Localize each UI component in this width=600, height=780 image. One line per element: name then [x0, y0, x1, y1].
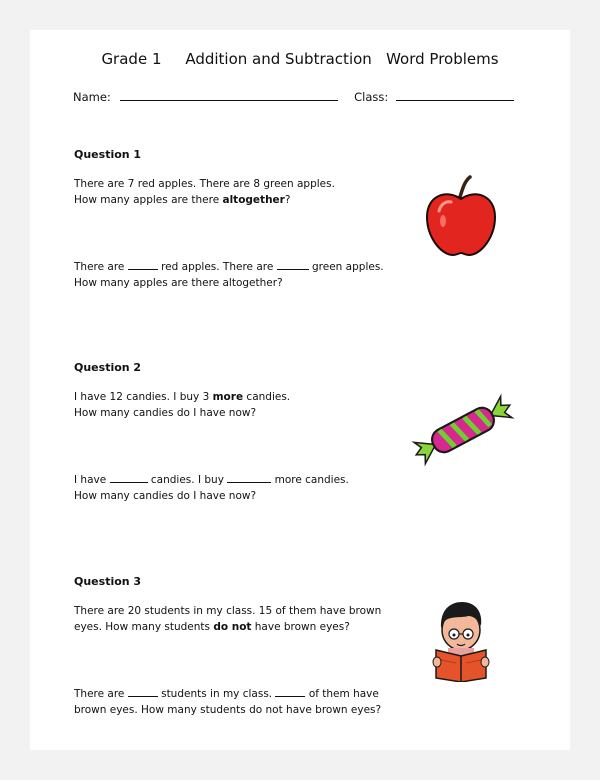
question-1-line-2: How many apples are there altogether?	[74, 194, 291, 206]
question-2-fill-line-1: I have candies. I buy more candies.	[74, 474, 349, 486]
question-3-line-1: There are 20 students in my class. 15 of them have brown	[74, 605, 382, 617]
name-class-row	[73, 88, 514, 104]
question-3-fill-line-2: brown eyes. How many students do not have brown eyes?	[74, 704, 382, 716]
question-1-text	[74, 176, 335, 208]
blank-students[interactable]	[128, 686, 158, 697]
blank-candies-buy[interactable]	[227, 472, 271, 483]
question-3-heading: Question 3	[74, 575, 142, 588]
emphasis-more: more	[212, 391, 244, 403]
question-1-fill-line-2: How many apples are there altogether?	[74, 277, 283, 289]
question-1-fill-line-1: There are red apples. There are green apples.	[74, 261, 384, 273]
question-2-line-1: I have 12 candies. I buy 3 more candies.	[74, 391, 291, 403]
worksheet-page	[30, 30, 570, 750]
question-2-fill-in	[74, 472, 349, 504]
question-3-line-2: eyes. How many students do not have brown eyes?	[74, 621, 350, 633]
name-field-line[interactable]	[120, 88, 338, 101]
blank-green-apples[interactable]	[277, 259, 309, 270]
question-1-heading: Question 1	[74, 148, 142, 161]
class-label: Class:	[354, 90, 389, 104]
question-3-text	[74, 603, 381, 635]
class-field-line[interactable]	[396, 88, 514, 101]
question-2-text	[74, 389, 290, 421]
question-2-line-2: How many candies do I have now?	[74, 407, 257, 419]
question-1-fill-in	[74, 259, 384, 291]
candy-icon	[408, 390, 518, 470]
question-2-heading: Question 2	[74, 361, 142, 374]
question-3-fill-line-1: There are students in my class. of them have	[74, 688, 379, 700]
blank-candies-have[interactable]	[110, 472, 148, 483]
emphasis-altogether: altogether	[222, 194, 285, 206]
name-label: Name:	[73, 90, 111, 104]
question-1-line-1: There are 7 red apples. There are 8 green apples.	[74, 178, 335, 190]
boy-reading-book-icon	[428, 598, 494, 682]
blank-red-apples[interactable]	[128, 259, 158, 270]
blank-brown-eyes[interactable]	[275, 686, 305, 697]
apple-icon	[423, 175, 499, 257]
question-3-fill-in	[74, 686, 381, 718]
question-2-fill-line-2: How many candies do I have now?	[74, 490, 257, 502]
emphasis-do-not: do not	[213, 621, 252, 633]
worksheet-title: Grade 1 Addition and Subtraction Word Problems	[101, 50, 499, 68]
